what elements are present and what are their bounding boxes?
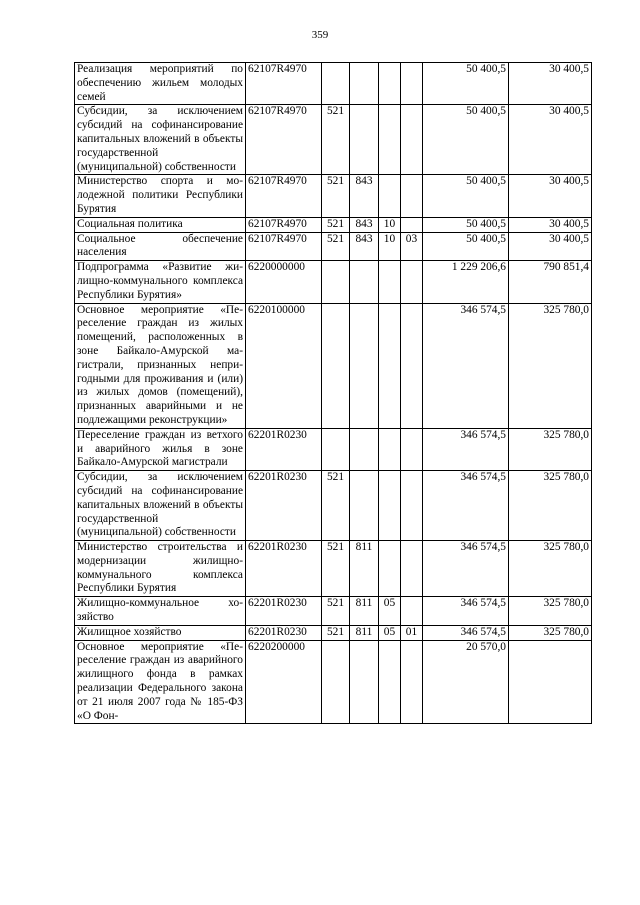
row-sub	[379, 105, 401, 175]
row-name: Социальная политика	[75, 217, 246, 232]
table-row	[75, 175, 592, 217]
row-razd	[350, 105, 379, 175]
row-razd	[350, 63, 379, 105]
row-razd	[350, 640, 379, 724]
row-ved	[322, 428, 350, 470]
row-sum-2: 30 400,5	[509, 232, 592, 261]
row-name: Основное мероприятие «Переселение граждан из аварийного жилищного фонда в рамках реализации Федерального закона от 21 июля 2007 года № 185-ФЗ «О Фон-	[75, 640, 246, 724]
row-sub	[379, 63, 401, 105]
table-row	[75, 303, 592, 428]
table-row	[75, 541, 592, 597]
table-row	[75, 261, 592, 303]
row-name: Социальное обеспечение населения	[75, 232, 246, 261]
row-code: 6220000000	[246, 261, 322, 303]
row-vr: 01	[401, 625, 423, 640]
row-razd: 811	[350, 541, 379, 597]
row-name: Основное мероприятие «Переселение граждан из жилых помещений, расположенных в зоне Байкало-Амурской магистрали, признанных непригодными для проживания и (или) из жилых домов (помещений), признанных аварийными и не подлежащими реконструкции»	[75, 303, 246, 428]
row-code: 6220200000	[246, 640, 322, 724]
row-vr	[401, 63, 423, 105]
row-vr	[401, 217, 423, 232]
row-code: 62107R4970	[246, 63, 322, 105]
row-sub	[379, 303, 401, 428]
row-ved: 521	[322, 471, 350, 541]
row-name: Министерство строительства и модернизации жилищно-коммунального комплекса Республики Бурятия	[75, 541, 246, 597]
row-vr	[401, 640, 423, 724]
row-sum-1: 50 400,5	[423, 217, 509, 232]
row-ved	[322, 303, 350, 428]
row-vr	[401, 105, 423, 175]
row-ved: 521	[322, 175, 350, 217]
row-code: 62201R0230	[246, 625, 322, 640]
table-row	[75, 232, 592, 261]
row-sum-1: 346 574,5	[423, 541, 509, 597]
row-sub	[379, 261, 401, 303]
row-code: 62107R4970	[246, 105, 322, 175]
row-sum-2: 325 780,0	[509, 541, 592, 597]
row-code: 62201R0230	[246, 428, 322, 470]
row-sum-2: 325 780,0	[509, 471, 592, 541]
row-ved	[322, 63, 350, 105]
row-razd: 843	[350, 175, 379, 217]
row-sum-2: 325 780,0	[509, 303, 592, 428]
row-sum-1: 346 574,5	[423, 597, 509, 626]
row-razd: 811	[350, 625, 379, 640]
table-row	[75, 428, 592, 470]
row-code: 62107R4970	[246, 232, 322, 261]
row-sum-1: 50 400,5	[423, 232, 509, 261]
table-row	[75, 640, 592, 724]
row-razd	[350, 303, 379, 428]
row-name: Жилищное хозяйство	[75, 625, 246, 640]
row-code: 62201R0230	[246, 471, 322, 541]
row-sub: 10	[379, 217, 401, 232]
row-code: 62107R4970	[246, 217, 322, 232]
row-sum-1: 346 574,5	[423, 428, 509, 470]
table-row	[75, 217, 592, 232]
row-sum-2: 30 400,5	[509, 175, 592, 217]
row-code: 6220100000	[246, 303, 322, 428]
row-vr: 03	[401, 232, 423, 261]
row-sum-2: 325 780,0	[509, 597, 592, 626]
row-sum-1: 50 400,5	[423, 63, 509, 105]
table-row	[75, 597, 592, 626]
row-ved: 521	[322, 597, 350, 626]
budget-table	[74, 62, 592, 724]
row-code: 62201R0230	[246, 597, 322, 626]
row-ved: 521	[322, 217, 350, 232]
row-vr	[401, 428, 423, 470]
row-sub	[379, 640, 401, 724]
table-row	[75, 105, 592, 175]
row-vr	[401, 597, 423, 626]
row-sum-2	[509, 640, 592, 724]
page-number: 359	[311, 29, 329, 41]
row-sub	[379, 428, 401, 470]
row-vr	[401, 261, 423, 303]
row-razd	[350, 471, 379, 541]
row-code: 62201R0230	[246, 541, 322, 597]
row-sum-1: 50 400,5	[423, 105, 509, 175]
row-sum-1: 346 574,5	[423, 471, 509, 541]
row-ved	[322, 261, 350, 303]
row-sum-1: 346 574,5	[423, 303, 509, 428]
row-name: Субсидии, за исключением субсидий на софинансирование капитальных вложений в объекты государственной (муниципальной) собственности	[75, 105, 246, 175]
row-vr	[401, 471, 423, 541]
row-sub	[379, 541, 401, 597]
row-ved: 521	[322, 232, 350, 261]
row-sum-1: 1 229 206,6	[423, 261, 509, 303]
row-sum-1: 50 400,5	[423, 175, 509, 217]
row-sum-2: 30 400,5	[509, 217, 592, 232]
table-row	[75, 471, 592, 541]
row-name: Реализация мероприятий по обеспечению жильем молодых семей	[75, 63, 246, 105]
row-sub: 05	[379, 625, 401, 640]
row-sum-2: 325 780,0	[509, 428, 592, 470]
row-razd: 843	[350, 217, 379, 232]
row-ved: 521	[322, 625, 350, 640]
row-sub	[379, 471, 401, 541]
row-sum-2: 30 400,5	[509, 105, 592, 175]
row-vr	[401, 541, 423, 597]
row-sub: 05	[379, 597, 401, 626]
row-name: Жилищно-коммунальное хозяйство	[75, 597, 246, 626]
row-code: 62107R4970	[246, 175, 322, 217]
row-vr	[401, 303, 423, 428]
row-sum-2: 30 400,5	[509, 63, 592, 105]
row-sub	[379, 175, 401, 217]
row-vr	[401, 175, 423, 217]
row-sum-1: 20 570,0	[423, 640, 509, 724]
row-name: Министерство спорта и молодежной политики Республики Бурятия	[75, 175, 246, 217]
row-ved	[322, 640, 350, 724]
row-sum-2: 325 780,0	[509, 625, 592, 640]
table-row	[75, 63, 592, 105]
row-sub: 10	[379, 232, 401, 261]
row-name: Субсидии, за исключением субсидий на софинансирование капитальных вложений в объекты государственной (муниципальной) собственности	[75, 471, 246, 541]
table-row	[75, 625, 592, 640]
row-razd	[350, 428, 379, 470]
row-ved: 521	[322, 541, 350, 597]
row-name: Переселение граждан из ветхого и аварийного жилья в зоне Байкало-Амурской магистрали	[75, 428, 246, 470]
row-sum-2: 790 851,4	[509, 261, 592, 303]
row-razd: 811	[350, 597, 379, 626]
row-razd	[350, 261, 379, 303]
row-sum-1: 346 574,5	[423, 625, 509, 640]
row-razd: 843	[350, 232, 379, 261]
row-name: Подпрограмма «Развитие жилищно-коммунального комплекса Республики Бурятия»	[75, 261, 246, 303]
row-ved: 521	[322, 105, 350, 175]
